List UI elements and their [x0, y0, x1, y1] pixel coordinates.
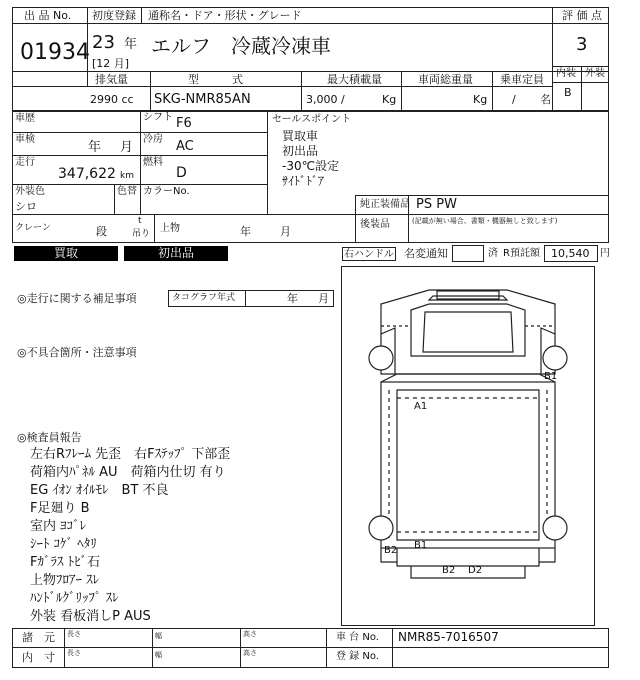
damage-mark-b2-left: B2 [384, 545, 398, 556]
damage-mark-d2: D2 [468, 565, 483, 576]
sales-point-item: ｻｲﾄﾞﾄﾞｱ [282, 174, 325, 188]
damage-mark-b1-top: B1 [544, 371, 558, 382]
height-label: 高さ [243, 649, 257, 657]
capacity: / [512, 93, 516, 106]
model-code-label: 型 式 [188, 73, 243, 86]
tacho-year: 年 [287, 292, 298, 305]
equipment-label: 純正装備品 [360, 199, 410, 210]
fuel-label: 燃料 [143, 157, 163, 168]
inspector-line: 上物ﾌﾛｱｰ ｽﾚ [30, 573, 100, 588]
history-label: 車歴 [15, 113, 35, 124]
capacity-label: 乗車定員 [500, 73, 544, 86]
shift-label: シフト [143, 112, 173, 123]
max-load-unit: Kg [382, 93, 397, 106]
crane-t: t [138, 216, 142, 226]
sales-point-item: 初出品 [282, 144, 319, 158]
tax-label: 済 [488, 248, 498, 259]
damage-mark-b1-bottom: B1 [414, 540, 428, 551]
model-code: SKG-NMR85AN [154, 92, 251, 107]
aftermarket-note: (記載が無い場合、書類・機器無しと致します) [412, 217, 558, 225]
cab-inner [423, 312, 513, 352]
first-reg-month: [12 月] [92, 57, 130, 70]
name-change-input[interactable] [452, 245, 484, 262]
wheel-rear-left [369, 516, 393, 540]
inspector-line: 室内 ﾖｺﾞﾚ [30, 519, 87, 534]
inspector-line: ｼｰﾄ ｺｹﾞ ﾍﾀﾘ [30, 537, 97, 552]
lot-no: 01934 [20, 40, 90, 65]
fuel: D [176, 165, 187, 181]
mileage-label: 走行 [15, 157, 35, 168]
color: シロ [15, 200, 37, 213]
gvw-label: 車両総重量 [418, 73, 473, 86]
upper-year: 年 [240, 225, 251, 238]
defects-title: ◎不具合箇所・注意事項 [17, 346, 137, 359]
interior-grade: B [564, 86, 572, 99]
size-label: 内 寸 [22, 651, 55, 664]
max-load: 3,000 / [306, 93, 345, 106]
name-change-label: 名変通知 [404, 247, 448, 260]
badge-purchased: 買取 [14, 246, 118, 261]
chassis-label: 車 台 No. [336, 632, 379, 643]
inspector-line: 外装 看板消しP AUS [30, 609, 151, 624]
color-code-label: カラーNo. [143, 186, 190, 197]
score: 3 [576, 34, 588, 55]
chassis-no: NMR85-7016507 [398, 630, 499, 644]
length-label: 長さ [67, 649, 81, 657]
color-label: 外装色 [15, 186, 45, 197]
cargo-frame [397, 390, 539, 540]
sales-points-title: セールスポイント [272, 114, 352, 125]
damage-mark-a1: A1 [414, 401, 428, 412]
inspection-month: 月 [120, 140, 134, 155]
length-label: 長さ [67, 630, 81, 638]
gvw-unit: Kg [473, 93, 488, 106]
max-load-label: 最大積載量 [327, 73, 382, 86]
lot-no-label: 出 品 No. [24, 9, 72, 22]
inspector-line: F足廻り B [30, 501, 90, 516]
cargo-edges [381, 371, 558, 382]
footer-frame [12, 628, 609, 668]
mileage-unit: km [120, 171, 134, 181]
inspector-line: EG ｲｵﾝ ｵｲﾙﾓﾚ BT 不良 [30, 483, 169, 498]
tacho-label: タコグラフ年式 [172, 293, 236, 303]
inspector-line: 左右Rﾌﾚｰﾑ 先歪 右Fｽﾃｯﾌﾟ 下部歪 [30, 447, 231, 462]
spec-label: 諸 元 [22, 631, 55, 644]
ac-label: 冷房 [143, 134, 163, 145]
wheel-front-right [543, 346, 567, 370]
inspector-title: ◎検査員報告 [17, 431, 82, 444]
first-reg-year-unit: 年 [124, 37, 138, 52]
supplement-title: ◎走行に関する補足事項 [17, 292, 137, 305]
crane-label: クレーン [15, 223, 51, 233]
first-reg-label: 初度登録 [92, 9, 136, 22]
damage-mark-b2-bottom: B2 [442, 565, 456, 576]
exterior-label: 外装 [585, 68, 605, 79]
width-label: 幅 [155, 651, 162, 659]
wheel-front-left [369, 346, 393, 370]
badge-first-listing: 初出品 [124, 246, 228, 261]
crane-step: 段 [96, 225, 107, 238]
inspection-year: 年 [88, 140, 102, 155]
model-name-label: 通称名・ドア・形状・グレード [148, 9, 302, 22]
model-name: エルフ 冷蔵冷凍車 [151, 34, 331, 58]
sales-point-item: 買取車 [282, 129, 319, 143]
rhd-button[interactable]: 右ハンドル [344, 249, 394, 260]
displacement: 2990 cc [90, 93, 134, 106]
color-no-label: 色替 [117, 186, 137, 197]
score-label: 評 価 点 [562, 9, 602, 22]
interior-label: 内装 [556, 68, 576, 79]
cargo-box [381, 382, 555, 548]
first-reg-year: 23 [92, 32, 115, 53]
width-label: 幅 [155, 632, 162, 640]
cab-outline [381, 290, 555, 374]
capacity-unit: 名 [540, 93, 551, 106]
inspection-label: 車検 [15, 134, 35, 145]
cab-top-bar [437, 291, 499, 299]
displacement-label: 排気量 [95, 73, 128, 86]
recycle-label: R預託額 [503, 248, 540, 259]
reg-label: 登 録 No. [336, 651, 379, 662]
shift: F6 [176, 116, 192, 131]
height-label: 高さ [243, 630, 257, 638]
recycle-value: 10,540 [551, 247, 590, 260]
sales-point-item: -30℃設定 [282, 159, 340, 173]
aftermarket-label: 後装品 [360, 219, 390, 230]
cab-sides [381, 328, 555, 374]
tacho-month: 月 [318, 292, 329, 305]
upper-month: 月 [280, 225, 291, 238]
crane-hang: 吊り [132, 229, 151, 239]
inspector-line: Fｶﾞﾗｽ ﾄﾋﾞ石 [30, 555, 101, 570]
upper-label: 上物 [160, 223, 180, 234]
inspector-line: ﾊﾝﾄﾞﾙｸﾞﾘｯﾌﾟ ｽﾚ [30, 591, 119, 606]
inspector-line: 荷箱内ﾊﾟﾈﾙ AU 荷箱内仕切 有り [30, 465, 226, 480]
mileage: 347,622 [58, 166, 116, 182]
yen-label: 円 [600, 248, 610, 259]
ac: AC [176, 139, 194, 154]
equipment-value: PS PW [416, 197, 457, 212]
wheel-rear-right [543, 516, 567, 540]
